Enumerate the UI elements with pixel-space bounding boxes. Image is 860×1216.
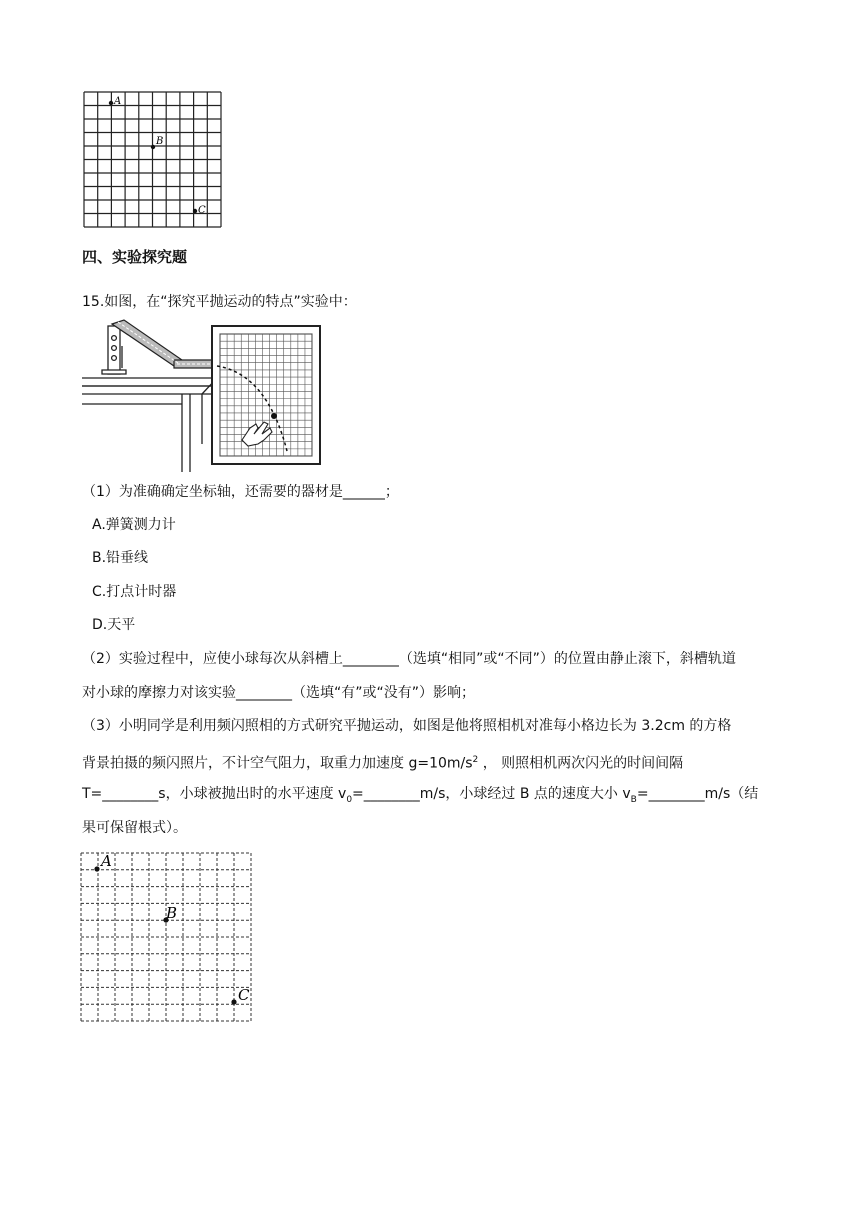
point-c <box>193 209 197 213</box>
ball <box>271 413 277 419</box>
part3-line1: （3）小明同学是利用频闪照相的方式研究平抛运动，如图是他将照相机对准每小格边长为 3.2cm 的方格 <box>82 718 732 734</box>
label-c: C <box>198 205 206 216</box>
option-d: D.天平 <box>92 617 136 633</box>
apparatus-figure <box>82 316 327 472</box>
part1-stem: （1）为准确确定坐标轴，还需要的器材是______； <box>82 484 399 500</box>
label-a: A <box>114 96 122 107</box>
grid-board <box>212 326 320 464</box>
bottom-grid-figure <box>80 852 254 1022</box>
label-a: A <box>101 852 112 870</box>
option-c: C.打点计时器 <box>92 584 177 600</box>
option-a: A.弹簧测力计 <box>92 517 176 533</box>
part2-line2: 对小球的摩擦力对该实验________（选填“有”或“没有”）影响； <box>82 685 476 701</box>
point-a <box>94 866 99 871</box>
point-a <box>109 101 113 105</box>
inclined-chute <box>112 320 217 368</box>
label-c: C <box>238 986 250 1004</box>
label-b: B <box>166 904 178 922</box>
option-b: B.铅垂线 <box>92 550 149 566</box>
part3-line4: 果可保留根式）。 <box>82 820 187 836</box>
section-title: 四、实验探究题 <box>82 248 188 266</box>
top-grid-figure <box>83 91 223 229</box>
point-c <box>231 999 236 1004</box>
part2-line1: （2）实验过程中，应使小球每次从斜槽上________（选填“相同”或“不同”）的位置由静止滚下，斜槽轨道 <box>82 651 736 667</box>
part3-line2: 背景拍摄的频闪照片，不计空气阻力，取重力加速度 $g=10m/s^2$ ， 则照相机两次闪光的时间间隔 <box>82 755 684 772</box>
label-b: B <box>156 136 164 147</box>
table <box>82 378 224 472</box>
slope-stand <box>102 326 126 374</box>
part3-line3: T=________s，小球被抛出时的水平速度 $v_0=\_\_\_\_\_\_\_\_m/s$，小球经过 B 点的速度大小 $v_B=\_\_\_\_\_\_\_\_m/s$（结 <box>82 786 759 805</box>
question-intro: 15.如图，在“探究平抛运动的特点”实验中： <box>82 294 357 310</box>
point-b <box>151 145 155 149</box>
